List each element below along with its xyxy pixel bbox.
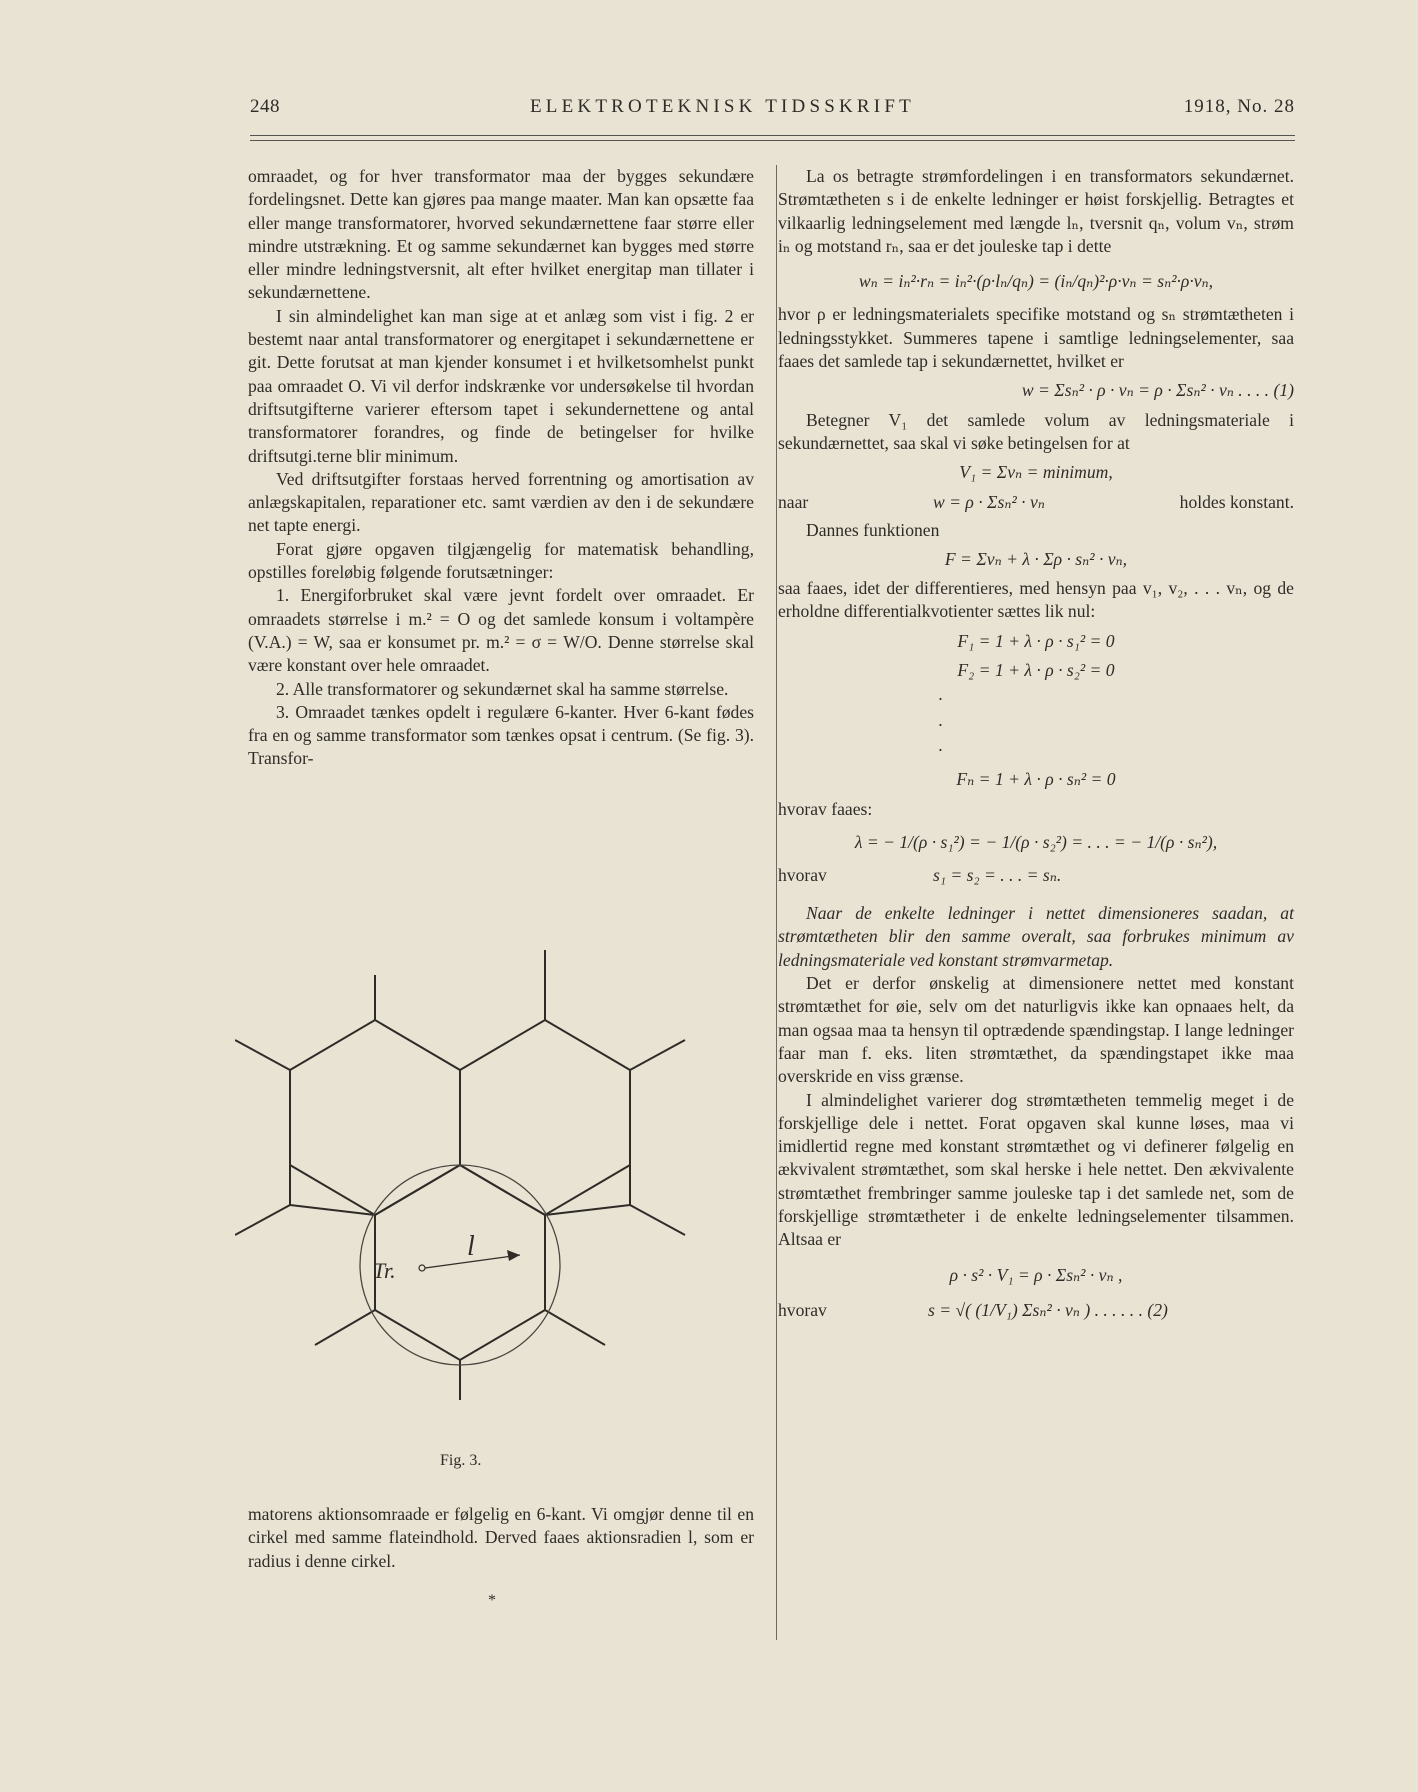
- right-paragraph-1: La os betragte strømfordelingen i en transformators sekundærnet. Strømtætheten s i de enkelte ledninger er høist forskjellig. Betragtes et vilkaarlig ledningselement med længde lₙ, tversnit qₙ, volum vₙ, strøm iₙ og motstand rₙ, saa er det jouleske tap i dette: [778, 166, 1294, 256]
- hexagon-center: [375, 1165, 545, 1360]
- right-paragraph-conclusion: Naar de enkelte ledninger i nettet dimensioneres saadan, at strømtætheten blir den samme overalt, saa forbrukes minimum av ledningsmateriale ved konstant strømvarmetap.: [778, 903, 1294, 970]
- right-paragraph-5: saa faaes, idet der differentieres, med hensyn paa v₁, v₂, . . . vₙ, og de erholdne differentialkvotienter sættes lik nul:: [778, 578, 1294, 622]
- equation-lambda: λ = − 1/(ρ · s₁²) = − 1/(ρ · s₂²) = . . . = − 1/(ρ · sₙ²),: [854, 831, 1218, 852]
- running-header: [250, 96, 1295, 126]
- equation-equal-density-formula: s₁ = s₂ = . . . = sₙ.: [933, 865, 1062, 886]
- equation-equal-density: [778, 864, 1294, 892]
- figure-caption: Fig. 3.: [440, 1452, 482, 1469]
- right-paragraph-8: Det er derfor ønskelig at dimensionere nettet med konstant strømtæthet for øie, selv om det naturligvis ikke kan opnaaes helt, da man ogsaa maa ta hensyn til optrædende spændingstap. I lange ledninger faar man f. eks. liten strømtæthet, da spændingstapet ikke maa overskride en viss grænse.: [778, 973, 1294, 1087]
- left-paragraph-4: Forat gjøre opgaven tilgjængelig for matematisk behandling, opstilles foreløbig følgende forutsætninger:: [248, 538, 754, 583]
- left-assumption-3: 3. Omraadet tænkes opdelt i regulære 6-kanter. Hver 6-kant fødes fra en og samme transformator som tænkes opsat i centrum. (Se fig. 3). Transfor-: [248, 701, 754, 769]
- equation-fn: Fₙ = 1 + λ · ρ · sₙ² = 0: [956, 769, 1116, 790]
- section-asterisk: *: [488, 1592, 496, 1609]
- issue-number: 1918, No. 28: [1183, 96, 1295, 117]
- equation-constraint-formula: w = ρ · Σsₙ² · vₙ: [933, 491, 1045, 512]
- equation-constraint-end: holdes konstant.: [1179, 491, 1294, 512]
- equation-equivalent: ρ · s² · V₁ = ρ · Σsₙ² · vₙ ,: [949, 1264, 1123, 1285]
- header-rule-bottom: [250, 140, 1295, 141]
- left-assumption-2: 2. Alle transformatorer og sekundærnet skal ha samme størrelse.: [276, 678, 729, 699]
- right-paragraph-9: I almindelighet varierer dog strømtætheten temmelig meget i de forskjellige dele i nettet. Forat opgaven skal kunne løses, maa vi imidlertid regne med konstant strømtæthet og vi definerer følgelig en ækvivalent strømtæthet, som skal herske i hele nettet. Den ækvivalente strømtæthet frembringer samme jouleske tap i det samlede net, som de forskjellige strømtætheter i de enkelte ledningselementer tilsammen. Altsaa er: [778, 1089, 1294, 1250]
- equation-function-f: F = Σvₙ + λ · Σρ · sₙ² · vₙ,: [944, 548, 1128, 569]
- right-paragraph-6: hvorav faaes:: [778, 798, 873, 819]
- header-rule-top: [250, 135, 1295, 136]
- equation-f1: F₁ = 1 + λ · ρ · s₁² = 0: [957, 630, 1115, 651]
- hexagon-top-right: [460, 1020, 630, 1215]
- ellipsis-dot-3: ·: [938, 739, 943, 760]
- equation-volume-minimum: V₁ = Σvₙ = minimum,: [959, 462, 1113, 483]
- ellipsis-dot-2: ·: [938, 714, 943, 735]
- ellipsis-dot-1: ·: [938, 689, 943, 710]
- equation-2: [778, 1299, 1294, 1339]
- left-column-continued: [248, 1503, 754, 1573]
- equation-2-formula: s = √( (1/V₁) Σsₙ² · vₙ ) . . . . . . (2): [928, 1299, 1168, 1320]
- left-paragraph-8: matorens aktionsomraade er følgelig en 6-kant. Vi omgjør denne til en cirkel med samme flateindhold. Derved faaes aktionsradien l, som er radius i denne cirkel.: [248, 1504, 754, 1571]
- equation-constraint-label: naar: [778, 491, 809, 512]
- figure-3-hexagon-diagram: [235, 950, 755, 1480]
- left-paragraph-3: Ved driftsutgifter forstaas herved forrentning og amortisation av anlægskapitalen, reparationer etc. samt værdien av den i de sekundære net tapte energi.: [248, 468, 754, 536]
- left-assumption-1: 1. Energiforbruket skal være jevnt fordelt over omraadet. Er omraadets størrelse i m.² = O og det samlede konsum i voltampère (V.A.) = W, saa er konsumet pr. m.² = σ = W/O. Denne størrelse skal være konstant over hele omraadet.: [248, 585, 754, 676]
- left-column: [248, 165, 754, 771]
- page-number: 248: [250, 96, 280, 117]
- left-paragraph-1: omraadet, og for hver transformator maa der bygges sekundære fordelingsnet. Dette kan gjøres paa mange maater. Man kan opsætte faa eller mange transformatorer, hvorved sekundærnettene faar større eller mindre utstrækning. Et og samme sekundærnet kan bygges med større eller mindre ledningstversnit, alt efter hvilket energitap man tillater i sekundærnettene.: [248, 166, 754, 303]
- hexagon-top-left: [290, 1020, 460, 1215]
- journal-title: ELEKTROTEKNISK TIDSSKRIFT: [530, 96, 915, 117]
- equation-1: w = Σsₙ² · ρ · vₙ = ρ · Σsₙ² · vₙ . . . . (1): [1021, 380, 1294, 401]
- equation-equal-density-label: hvorav: [778, 865, 827, 886]
- right-paragraph-2: hvor ρ er ledningsmaterialets specifike motstand og sₙ strømtætheten i ledningsstykket. Summeres tapene i samtlige ledningselementer, saa faaes det samlede tap i sekundærnettet, hvilket er: [778, 304, 1294, 372]
- right-paragraph-3: Betegner V₁ det samlede volum av ledningsmateriale i sekundærnettet, saa skal vi søke betingelsen for at: [778, 409, 1294, 453]
- equation-joule-loss: wₙ = iₙ²·rₙ = iₙ²·(ρ·lₙ/qₙ) = (iₙ/qₙ)²·ρ·vₙ = sₙ²·ρ·vₙ,: [858, 271, 1214, 292]
- right-paragraph-4: Dannes funktionen: [806, 519, 940, 540]
- equation-f2: F₂ = 1 + λ · ρ · s₂² = 0: [957, 660, 1115, 681]
- radius-label: l: [467, 1231, 475, 1262]
- equation-2-label: hvorav: [778, 1299, 827, 1320]
- right-column: [778, 165, 1294, 1339]
- left-paragraph-2: I sin almindelighet kan man sige at et anlæg som vist i fig. 2 er bestemt naar antal transformatorer og energitapet i sekundærnettene er git. Dette forutsat at man kjender konsumet i et hvilketsomhelst punkt paa omraadet O. Vi vil derfor indskrænke vor undersøkelse til hvordan driftsutgifterne varierer eftersom tapet i sekundernettene og antal transformatorer forandres, og finde de betingelser for hvilke driftsutgi.terne blir minimum.: [248, 305, 754, 466]
- transformer-label: Tr.: [373, 1258, 396, 1283]
- equation-constraint: [778, 491, 1294, 519]
- column-divider: [776, 165, 777, 1640]
